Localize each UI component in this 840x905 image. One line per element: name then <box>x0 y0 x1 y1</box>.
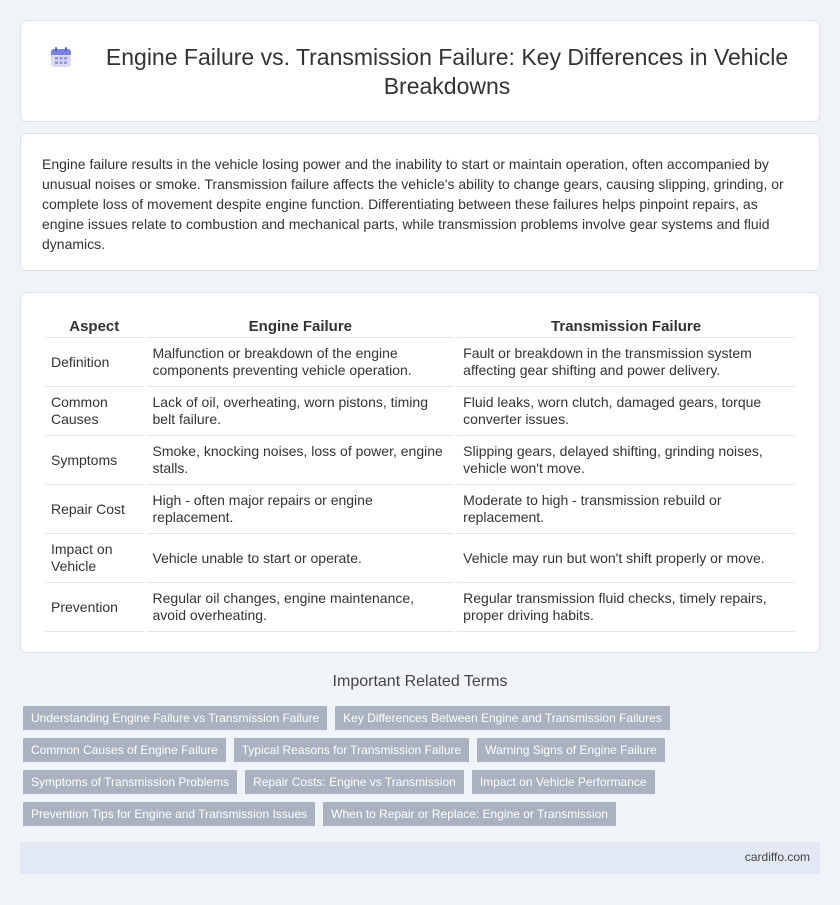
title-card <box>20 20 820 122</box>
table-row <box>45 436 795 485</box>
aspect-cell: Definition <box>45 338 144 387</box>
transmission-cell: Slipping gears, delayed shifting, grinding noises, vehicle won't move. <box>457 436 795 485</box>
engine-cell: Malfunction or breakdown of the engine components preventing vehicle operation. <box>147 338 455 387</box>
footer <box>20 842 820 874</box>
related-term-tag[interactable]: Key Differences Between Engine and Transmission Failures <box>335 706 670 730</box>
related-term-tag[interactable]: Impact on Vehicle Performance <box>472 770 655 794</box>
related-term-tag[interactable]: When to Repair or Replace: Engine or Transmission <box>323 802 616 826</box>
comparison-table <box>42 314 798 632</box>
tag-row <box>23 706 823 730</box>
table-row <box>45 534 795 583</box>
related-term-tag[interactable]: Typical Reasons for Transmission Failure <box>234 738 469 762</box>
tag-row <box>23 802 823 826</box>
tag-row <box>23 738 823 762</box>
engine-cell: Lack of oil, overheating, worn pistons, timing belt failure. <box>147 387 455 436</box>
intro-paragraph: Engine failure results in the vehicle losing power and the inability to start or maintain operation, often accompanied by unusual noises or smoke. Transmission failure affects the vehicle's ability to change gears, causing slipping, grinding, or complete loss of movement despite engine function. Differentiating between these failures helps pinpoint repairs, as engine issues relate to combustion and mechanical parts, while transmission problems involve gear systems and fluid dynamics. <box>42 156 784 252</box>
related-term-tag[interactable]: Common Causes of Engine Failure <box>23 738 226 762</box>
table-row <box>45 387 795 436</box>
aspect-cell: Symptoms <box>45 436 144 485</box>
related-term-tag[interactable]: Understanding Engine Failure vs Transmission Failure <box>23 706 327 730</box>
table-row <box>45 338 795 387</box>
related-term-tag[interactable]: Symptoms of Transmission Problems <box>23 770 237 794</box>
related-terms-heading: Important Related Terms <box>332 673 508 690</box>
tag-row <box>23 770 823 794</box>
header-transmission-failure: Transmission Failure <box>457 314 795 338</box>
transmission-cell: Regular transmission fluid checks, timely repairs, proper driving habits. <box>457 583 795 632</box>
aspect-cell: Repair Cost <box>45 485 144 534</box>
related-term-tag[interactable]: Repair Costs: Engine vs Transmission <box>245 770 464 794</box>
aspect-cell: Common Causes <box>45 387 144 436</box>
transmission-cell: Fault or breakdown in the transmission system affecting gear shifting and power delivery. <box>457 338 795 387</box>
related-terms-list <box>23 706 823 834</box>
engine-cell: Smoke, knocking noises, loss of power, engine stalls. <box>147 436 455 485</box>
aspect-cell: Prevention <box>45 583 144 632</box>
page-title: Engine Failure vs. Transmission Failure: Key Differences in Vehicle Breakdowns <box>105 44 789 99</box>
related-term-tag[interactable]: Prevention Tips for Engine and Transmission Issues <box>23 802 315 826</box>
engine-cell: Vehicle unable to start or operate. <box>147 534 455 583</box>
related-term-tag[interactable]: Warning Signs of Engine Failure <box>477 738 665 762</box>
table-row <box>45 583 795 632</box>
footer-site-name[interactable]: cardiffo.com <box>744 850 810 864</box>
engine-cell: High - often major repairs or engine replacement. <box>147 485 455 534</box>
transmission-cell: Moderate to high - transmission rebuild or replacement. <box>457 485 795 534</box>
transmission-cell: Fluid leaks, worn clutch, damaged gears, torque converter issues. <box>457 387 795 436</box>
aspect-cell: Impact on Vehicle <box>45 534 144 583</box>
header-engine-failure: Engine Failure <box>147 314 455 338</box>
transmission-cell: Vehicle may run but won't shift properly or move. <box>457 534 795 583</box>
header-aspect: Aspect <box>45 314 144 338</box>
table-header-row <box>45 314 795 338</box>
intro-card <box>20 133 820 271</box>
comparison-card <box>20 292 820 653</box>
table-row <box>45 485 795 534</box>
engine-cell: Regular oil changes, engine maintenance, avoid overheating. <box>147 583 455 632</box>
